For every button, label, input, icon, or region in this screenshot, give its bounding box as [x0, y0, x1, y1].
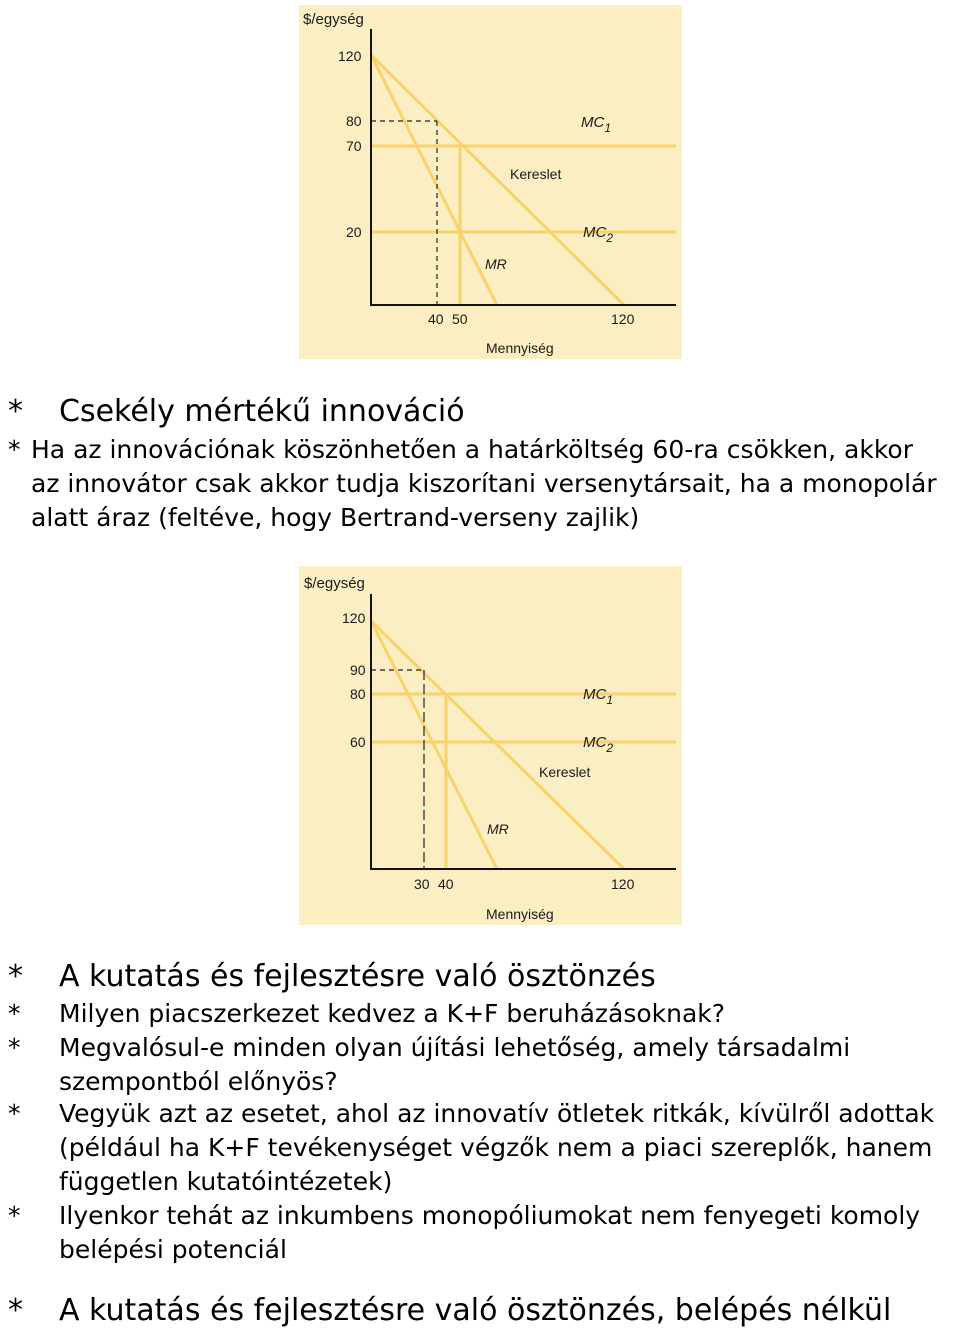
section2-item4-line1: Ilyenkor tehát az inkumbens monopóliumokat nem fenyegeti komoly: [59, 1201, 921, 1230]
section2-item1-line1: Milyen piacszerkezet kedvez a K+F beruházásoknak?: [59, 999, 726, 1028]
ytick-70: 70: [346, 138, 362, 154]
section2-item3-line1: Vegyük azt az esetet, ahol az innovatív ötletek ritkák, kívülről adottak: [59, 1099, 935, 1128]
ytick-120: 120: [338, 48, 362, 64]
mr-label: MR: [487, 821, 509, 837]
demand-label: Kereslet: [539, 764, 591, 780]
section1-line-3: alatt áraz (feltéve, hogy Bertrand-verseny zajlik): [31, 503, 640, 532]
section1-line-bullet: *: [8, 435, 21, 464]
xtick-40: 40: [438, 876, 454, 892]
figure-2-svg: [299, 566, 682, 925]
ytick-80: 80: [350, 686, 366, 702]
xtick-50: 50: [452, 311, 468, 327]
mc1-label: $MC_1$: [583, 686, 614, 707]
section1-line-1: Ha az innovációnak köszönhetően a határköltség 60-ra csökken, akkor: [31, 435, 914, 464]
mr-line: [371, 55, 497, 305]
x-axis-label: Mennyiség: [486, 340, 554, 356]
section3-bullet: *: [8, 1293, 23, 1328]
mc2-label: $MC_2$: [583, 224, 614, 245]
section2-item3-line3: független kutatóintézetek): [59, 1167, 393, 1196]
section2-title: A kutatás és fejlesztésre való ösztönzés: [59, 959, 656, 994]
section2-bullet: *: [8, 959, 23, 994]
ytick-20: 20: [346, 224, 362, 240]
figure-1: [299, 5, 682, 359]
figure-2: [299, 566, 682, 925]
ytick-90: 90: [350, 662, 366, 678]
ytick-60: 60: [350, 734, 366, 750]
section2-item2-line1: Megvalósul-e minden olyan újítási lehetőség, amely társadalmi: [59, 1033, 851, 1062]
ytick-120: 120: [342, 610, 366, 626]
section1-title: Csekély mértékű innováció: [59, 394, 465, 429]
section2-item2-bullet: *: [8, 1033, 21, 1062]
y-axis-label: $/egység: [303, 11, 364, 28]
xtick-120: 120: [611, 311, 635, 327]
x-axis-label: Mennyiség: [486, 906, 554, 922]
section2-item1-bullet: *: [8, 999, 21, 1028]
mc2-label: $MC_2$: [583, 734, 614, 755]
mc1-label: $MC_1$: [581, 114, 612, 135]
xtick-30: 30: [414, 876, 430, 892]
section2-item3-line2: (például ha K+F tevékenységet végzők nem a piaci szereplők, hanem: [59, 1133, 933, 1162]
section3-title: A kutatás és fejlesztésre való ösztönzés, belépés nélkül: [59, 1293, 892, 1328]
section1-line-2: az innovátor csak akkor tudja kiszorítani versenytársait, ha a monopolár: [31, 469, 937, 498]
mr-label: MR: [485, 256, 507, 272]
mr-line: [371, 621, 497, 869]
section2-item4-line2: belépési potenciál: [59, 1235, 287, 1264]
figure-1-svg: [299, 5, 682, 359]
demand-label: Kereslet: [510, 166, 562, 182]
xtick-40: 40: [428, 311, 444, 327]
section2-item3-bullet: *: [8, 1099, 21, 1128]
xtick-120: 120: [611, 876, 635, 892]
section1-bullet: *: [8, 394, 23, 429]
ytick-80: 80: [346, 113, 362, 129]
section2-item4-bullet: *: [8, 1201, 21, 1230]
section2-item2-line2: szempontból előnyös?: [59, 1067, 338, 1096]
y-axis-label: $/egység: [304, 575, 365, 592]
